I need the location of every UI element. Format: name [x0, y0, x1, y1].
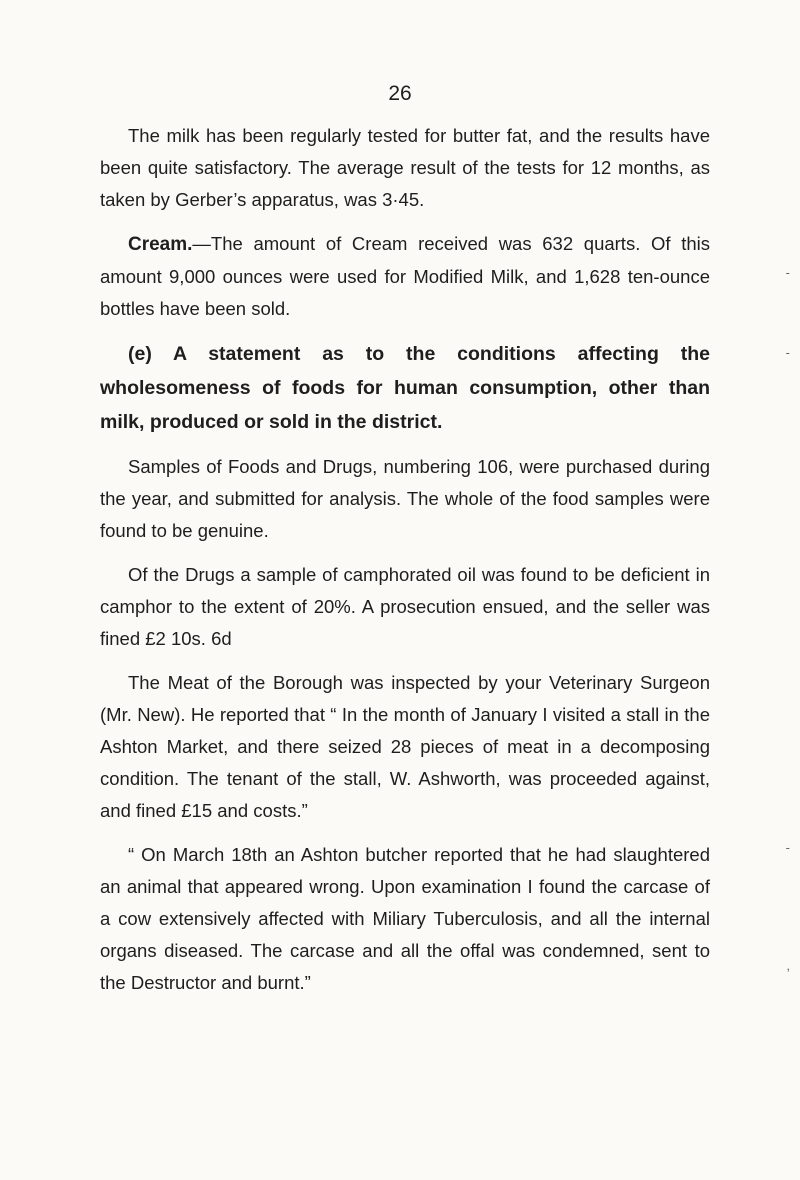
cream-run-in-heading: Cream.	[128, 234, 193, 255]
cream-text: —The amount of Cream received was 632 quarts. Of this amount 9,000 ounces were used for Modified Milk, and 1,628 ten-ounce bottles have been sold.	[100, 233, 710, 319]
body-text	[100, 120, 710, 999]
paragraph-march-report: “ On March 18th an Ashton butcher reported that he had slaughtered an animal that appeared wrong. Upon examination I found the carcase of a cow extensively affected with Miliary Tuberculosis, and all the internal organs diseased. The carcase and all the offal was condemned, sent to the Destructor and burnt.”	[100, 844, 710, 993]
scan-edge-mark: -	[785, 345, 790, 360]
page-number: 26	[388, 82, 412, 105]
paragraph-drugs: Of the Drugs a sample of camphorated oil was found to be deficient in camphor to the extent of 20%. A prosecution ensued, and the seller was fined £2 10s. 6d	[100, 564, 710, 649]
paragraph-cream	[100, 228, 710, 325]
scan-edge-mark: -	[785, 265, 790, 280]
paragraph-meat-report: The Meat of the Borough was inspected by your Veterinary Surgeon (Mr. New). He reported that “ In the month of January I visited a stall in the Ashton Market, and there seized 28 pieces of meat in a decomposing condition. The tenant of the stall, W. Ashworth, was proceeded against, and fined £15 and costs.”	[100, 672, 710, 821]
scan-edge-mark: -	[785, 840, 790, 855]
paragraph-milk-tests: The milk has been regularly tested for butter fat, and the results have been quite satisfactory. The average result of the tests for 12 months, as taken by Gerber’s apparatus, was 3·45.	[100, 125, 710, 210]
section-heading-e: (e) A statement as to the conditions affecting the wholesomeness of foods for human consumption, other than milk, produced or sold in the district.	[100, 343, 710, 433]
paragraph-samples: Samples of Foods and Drugs, numbering 106, were purchased during the year, and submitted for analysis. The whole of the food samples were found to be genuine.	[100, 456, 710, 541]
scan-edge-mark: ,	[786, 958, 790, 973]
